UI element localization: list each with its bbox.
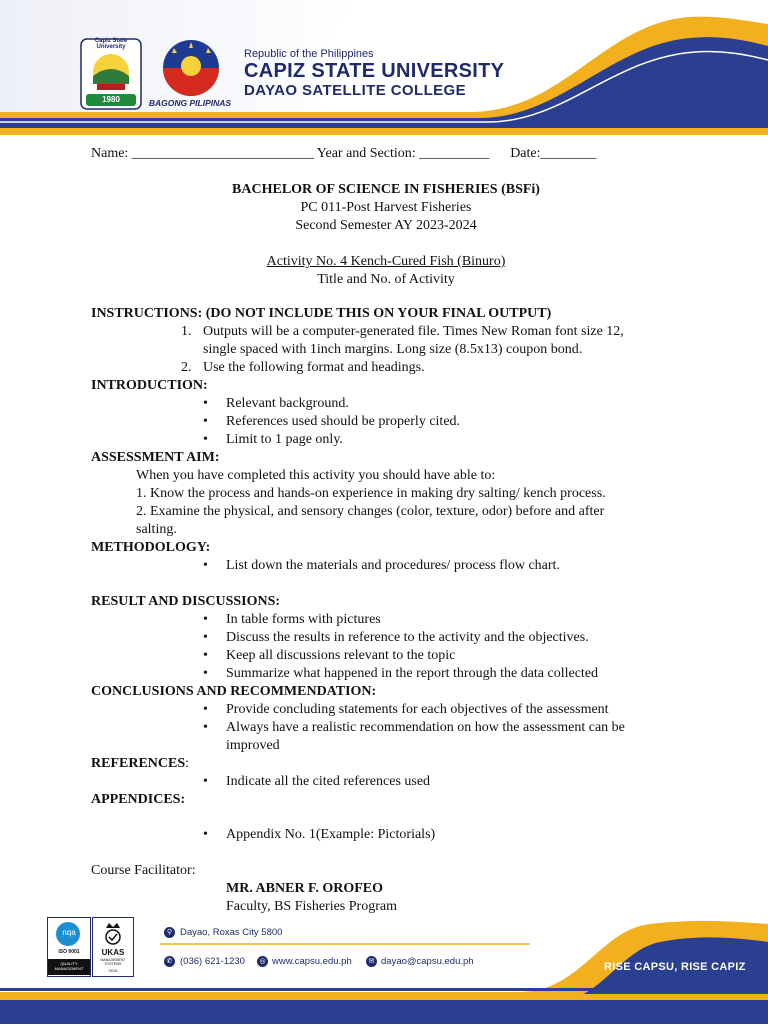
introduction-heading: INTRODUCTION: — [91, 378, 208, 393]
methodology-heading: METHODOLOGY: — [91, 540, 211, 555]
list-item: • References used should be properly cited. — [203, 414, 461, 429]
facilitator-label: Course Facilitator: — [91, 863, 196, 878]
list-item: • Appendix No. 1(Example: Pictorials) — [203, 827, 436, 842]
facilitator-title: Faculty, BS Fisheries Program — [226, 899, 397, 914]
aim-line: 1. Know the process and hands-on experience in making dry salting/ kench process. — [136, 486, 606, 501]
bagong-pilipinas-logo — [156, 36, 226, 98]
email-icon: ✉ — [366, 956, 377, 967]
semester-label: Second Semester AY 2023-2024 — [295, 218, 477, 233]
cert-ukas: UKAS — [101, 948, 125, 957]
footer-address: Dayao, Roxas City 5800 — [180, 927, 283, 938]
bullet-icon: • — [203, 558, 208, 573]
list-item: • List down the materials and procedures/ process flow chart. — [203, 558, 560, 573]
cert-quality-management: QUALITY MANAGEMENT — [48, 959, 90, 975]
list-item: • Keep all discussions relevant to the topic — [203, 648, 456, 663]
appendices-heading: APPENDICES: — [91, 792, 186, 807]
location-pin-icon: ⚲ — [164, 927, 175, 938]
instruction-item: 1. Outputs will be a computer-generated file. Times New Roman font size 12, single spaced with 1inch margins. Long size (8.5x13) coupon bond. — [181, 324, 624, 357]
results-heading: RESULT AND DISCUSSIONS: — [91, 594, 281, 609]
footer-website[interactable]: www.capsu.edu.ph — [272, 956, 352, 967]
list-item: • Summarize what happened in the report through the data collected — [203, 666, 599, 681]
csu-seal-title: Capiz State University — [94, 38, 128, 50]
list-item: • Provide concluding statements for each objectives of the assessment — [203, 702, 609, 717]
university-name: CAPIZ STATE UNIVERSITY — [244, 60, 505, 82]
cert-management-systems: MANAGEMENT SYSTEMS — [100, 958, 126, 966]
letterhead-header — [0, 0, 768, 135]
bullet-icon: • — [203, 396, 208, 411]
cert-iso: ISO 9001 — [58, 949, 80, 955]
activity-title: Activity No. 4 Kench-Cured Fish (Binuro) — [266, 254, 506, 269]
footer-email[interactable]: dayao@capsu.edu.ph — [381, 956, 474, 967]
facilitator-name: MR. ABNER F. OROFEO — [226, 881, 383, 896]
name-year-date-line: Name: __________________________ Year and Section: __________ Date:________ — [91, 146, 597, 161]
list-item: • Limit to 1 page only. — [203, 432, 343, 447]
bullet-icon: • — [203, 630, 208, 645]
document-body — [91, 145, 681, 916]
ukas-badge — [92, 917, 134, 977]
republic-label: Republic of the Philippines — [244, 48, 374, 60]
csu-seal-year: 1980 — [102, 95, 120, 104]
instructions-heading: INSTRUCTIONS: (DO NOT INCLUDE THIS ON YOUR FINAL OUTPUT) — [91, 306, 552, 321]
crown-check-icon — [93, 920, 133, 946]
list-item: • In table forms with pictures — [203, 612, 381, 627]
conclusions-heading: CONCLUSIONS AND RECOMMENDATION: — [91, 684, 377, 699]
bagong-pilipinas-label: BAGONG PILIPINAS — [148, 98, 232, 108]
college-name: DAYAO SATELLITE COLLEGE — [244, 82, 467, 99]
footer-motto: RISE CAPSU, RISE CAPIZ — [604, 961, 746, 973]
aim-line: salting. — [136, 522, 177, 537]
list-item: • Relevant background. — [203, 396, 349, 411]
assessment-aim-heading: ASSESSMENT AIM: — [91, 450, 220, 465]
bullet-icon: • — [203, 648, 208, 663]
bullet-icon: • — [203, 432, 208, 447]
list-item: • Indicate all the cited references used — [203, 774, 431, 789]
cert-nqa: nqa — [62, 928, 76, 937]
instruction-item: 2. Use the following format and headings. — [181, 360, 425, 375]
aim-line: When you have completed this activity you should have able to: — [136, 468, 496, 483]
bullet-icon: • — [203, 414, 208, 429]
institution-name-block — [244, 48, 504, 100]
list-item: • Always have a realistic recommendation on how the assessment can be improved — [203, 720, 625, 753]
bullet-icon: • — [203, 827, 208, 842]
bullet-icon: • — [203, 774, 208, 789]
program-title: BACHELOR OF SCIENCE IN FISHERIES (BSFi) — [232, 182, 540, 197]
list-item: • Discuss the results in reference to the activity and the objectives. — [203, 630, 589, 645]
globe-icon: ◎ — [257, 956, 268, 967]
aim-line: 2. Examine the physical, and sensory changes (color, texture, odor) before and after — [136, 504, 605, 519]
references-heading-line: REFERENCES: — [91, 756, 190, 771]
bullet-icon: • — [203, 612, 208, 627]
bullet-icon: • — [203, 666, 208, 681]
references-heading: REFERENCES — [91, 756, 186, 771]
nqa-iso-badge — [47, 917, 91, 977]
bullet-icon: • — [203, 720, 208, 735]
footer-phone: (036) 621-1230 — [180, 956, 245, 967]
phone-icon: ✆ — [164, 956, 175, 967]
course-title: PC 011-Post Harvest Fisheries — [300, 200, 472, 215]
activity-caption: Title and No. of Activity — [317, 272, 455, 287]
bullet-icon: • — [203, 702, 208, 717]
cert-number: 0015 — [108, 968, 118, 973]
